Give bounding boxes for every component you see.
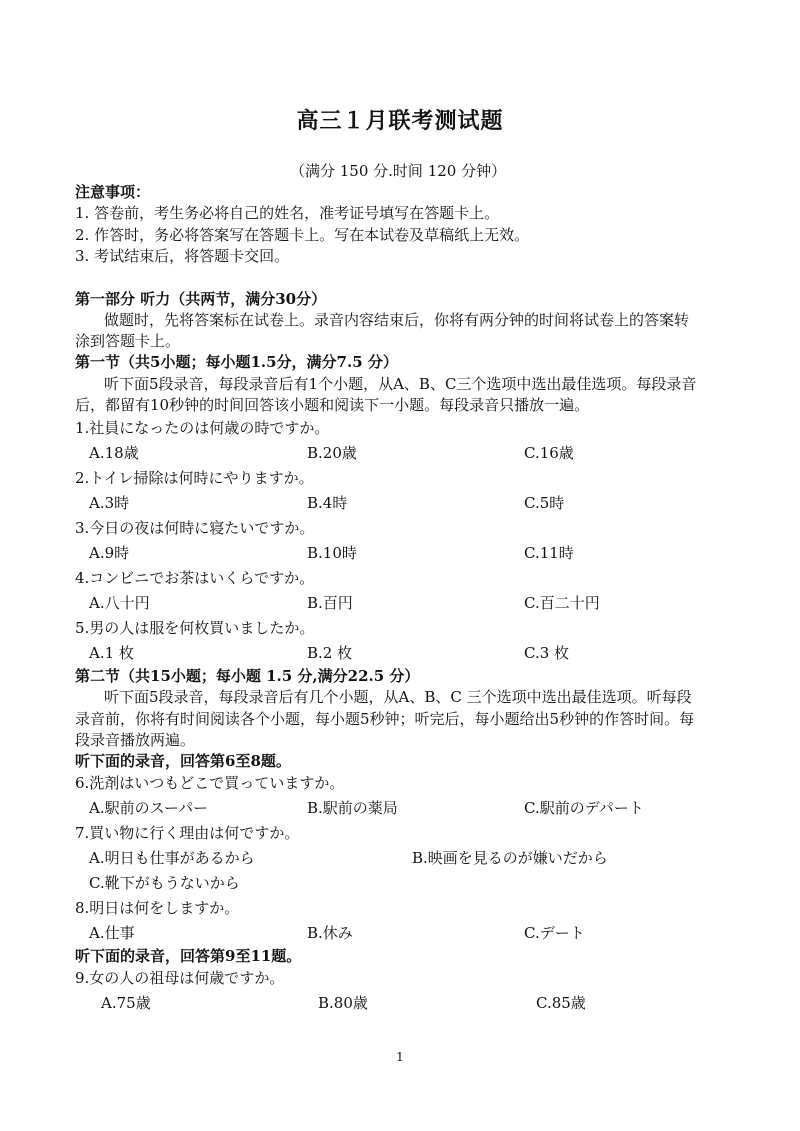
question-6: 6.洗剤はいつもどこで買っていますか。 xyxy=(75,774,345,792)
option-b: B.2 枚 xyxy=(307,644,353,662)
option-b: B.80歳 xyxy=(318,994,368,1012)
page-title: 高三１月联考测试题 xyxy=(296,108,504,134)
option-b: B.駅前の薬局 xyxy=(307,799,398,817)
page-number: 1 xyxy=(396,1050,404,1064)
part1-instruction: 涂到答题卡上。 xyxy=(75,332,181,350)
section1-instruction: 后，都留有10秒钟的时间回答该小题和阅读下一小题。每段录音只播放一遍。 xyxy=(75,396,590,414)
question-3: 3.今日の夜は何時に寝たいですか。 xyxy=(75,519,315,537)
option-b: B.百円 xyxy=(307,594,353,612)
option-c: C.百二十円 xyxy=(524,594,600,612)
question-5: 5.男の人は服を何枚買いましたか。 xyxy=(75,619,315,637)
option-b: B.4時 xyxy=(307,494,348,512)
question-1: 1.社員になったのは何歳の時ですか。 xyxy=(75,419,330,437)
option-b: B.映画を見るのが嫌いだから xyxy=(412,849,608,867)
question-4: 4.コンビニでお茶はいくらですか。 xyxy=(75,569,315,587)
option-a: A.75歳 xyxy=(101,994,151,1012)
section2-instruction: 段录音播放两遍。 xyxy=(75,731,196,749)
option-a: A.18歳 xyxy=(89,444,139,462)
option-c: C.16歳 xyxy=(524,444,574,462)
question-8: 8.明日は何をしますか。 xyxy=(75,899,240,917)
section2-instruction: 录音前，你将有时间阅读各个小题，每小题5秒钟；听完后，每小题给出5秒钟的作答时间。每 xyxy=(75,710,695,728)
option-a: A.9時 xyxy=(89,544,130,562)
option-c: C.駅前のデパート xyxy=(524,799,644,817)
option-b: B.20歳 xyxy=(307,444,357,462)
section1-heading: 第一节（共5小题；每小题1.5分，满分7.5 分） xyxy=(75,353,398,371)
section1-instruction: 听下面5段录音，每段录音后有1个小题，从A、B、C三个选项中选出最佳选项。每段录音 xyxy=(104,375,697,393)
exam-subtitle: （满分 150 分.时间 120 分钟） xyxy=(290,162,507,180)
part1-heading: 第一部分 听力（共两节，满分30分） xyxy=(75,290,327,308)
part1-instruction: 做题时，先将答案标在试卷上。录音内容结束后，你将有两分钟的时间将试卷上的答案转 xyxy=(104,311,690,329)
option-c: C.デート xyxy=(524,924,585,942)
notice-item: 3. 考试结束后，将答题卡交回。 xyxy=(75,247,290,265)
option-c: C.靴下がもうないから xyxy=(89,874,240,892)
option-b: B.10時 xyxy=(307,544,357,562)
option-a: A.八十円 xyxy=(89,594,150,612)
option-b: B.休み xyxy=(307,924,353,942)
section2-instruction: 听下面5段录音，每段录音后有几个小题，从A、B、C 三个选项中选出最佳选项。听每段 xyxy=(104,688,692,706)
group-heading: 听下面的录音，回答第9至11题。 xyxy=(75,947,302,965)
option-c: C.5時 xyxy=(524,494,565,512)
notice-item: 1. 答卷前，考生务必将自己的姓名，准考证号填写在答题卡上。 xyxy=(75,204,500,222)
question-2: 2.トイレ掃除は何時にやりますか。 xyxy=(75,469,314,487)
question-9: 9.女の人の祖母は何歳ですか。 xyxy=(75,969,285,987)
section2-heading: 第二节（共15小题；每小题 1.5 分,满分22.5 分） xyxy=(75,667,420,685)
option-a: A.3時 xyxy=(89,494,130,512)
notice-heading: 注意事项： xyxy=(75,183,151,201)
option-c: C.3 枚 xyxy=(524,644,570,662)
option-a: A.明日も仕事があるから xyxy=(89,849,255,867)
option-a: A.仕事 xyxy=(89,924,135,942)
question-7: 7.買い物に行く理由は何ですか。 xyxy=(75,824,300,842)
option-c: C.85歳 xyxy=(536,994,586,1012)
option-c: C.11時 xyxy=(524,544,574,562)
notice-item: 2. 作答时，务必将答案写在答题卡上。写在本试卷及草稿纸上无效。 xyxy=(75,226,530,244)
option-a: A.駅前のスーパー xyxy=(89,799,209,817)
option-a: A.1 枚 xyxy=(89,644,134,662)
group-heading: 听下面的录音，回答第6至8题。 xyxy=(75,752,291,770)
